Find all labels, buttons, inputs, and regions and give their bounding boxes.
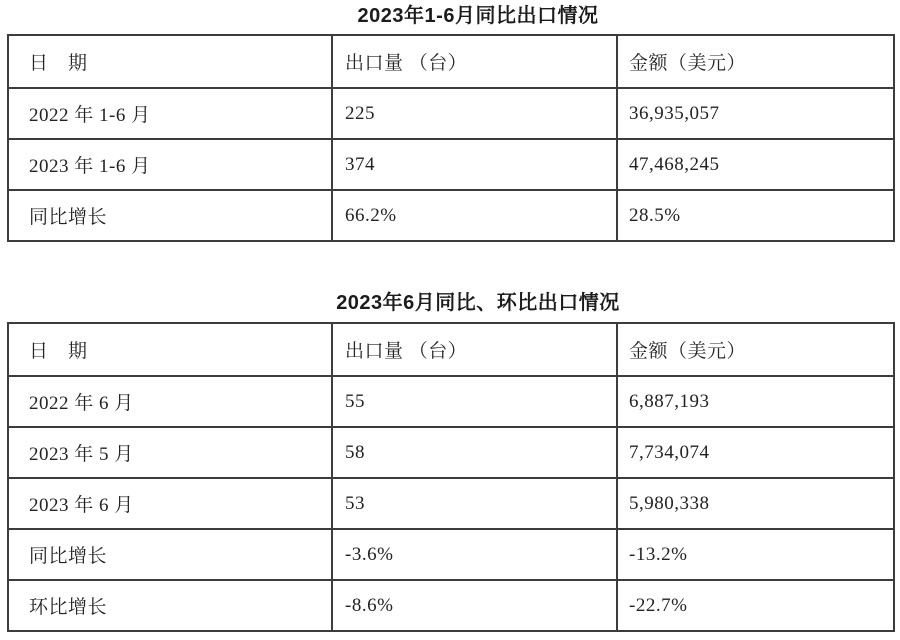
column-header: 出口量 （台） bbox=[332, 323, 617, 376]
table-row bbox=[8, 139, 894, 190]
table-row bbox=[8, 190, 894, 241]
table-cell: 36,935,057 bbox=[617, 88, 894, 139]
column-header: 日 期 bbox=[8, 35, 332, 88]
column-header: 金额（美元） bbox=[617, 35, 894, 88]
column-header: 日 期 bbox=[8, 323, 332, 376]
table-cell: 7,734,074 bbox=[617, 427, 894, 478]
column-header: 金额（美元） bbox=[617, 323, 894, 376]
table-cell: 53 bbox=[332, 478, 617, 529]
table-row bbox=[8, 376, 894, 427]
table-row bbox=[8, 580, 894, 631]
table-cell: -8.6% bbox=[332, 580, 617, 631]
table-cell: 2023 年 1-6 月 bbox=[8, 139, 332, 190]
table-cell: 66.2% bbox=[332, 190, 617, 241]
table-cell: 环比增长 bbox=[8, 580, 332, 631]
table-cell: 55 bbox=[332, 376, 617, 427]
monthly-export-table bbox=[7, 322, 895, 632]
table-cell: 2023 年 6 月 bbox=[8, 478, 332, 529]
table-cell: 58 bbox=[332, 427, 617, 478]
column-header: 出口量 （台） bbox=[332, 35, 617, 88]
table-cell: 同比增长 bbox=[8, 529, 332, 580]
header-row bbox=[8, 323, 894, 376]
table-cell: 2022 年 6 月 bbox=[8, 376, 332, 427]
monthly-export-section bbox=[0, 292, 900, 632]
table-cell: 225 bbox=[332, 88, 617, 139]
monthly-table-title: 2023年6月同比、环比出口情况 bbox=[336, 292, 620, 314]
yearly-export-section bbox=[0, 5, 900, 242]
table-row bbox=[8, 478, 894, 529]
table-cell: 28.5% bbox=[617, 190, 894, 241]
table-row bbox=[8, 529, 894, 580]
table-cell: 2023 年 5 月 bbox=[8, 427, 332, 478]
yearly-table-title: 2023年1-6月同比出口情况 bbox=[357, 5, 599, 27]
table-cell: 374 bbox=[332, 139, 617, 190]
document-page bbox=[0, 5, 900, 632]
table-cell: -22.7% bbox=[617, 580, 894, 631]
table-row bbox=[8, 88, 894, 139]
table-cell: 同比增长 bbox=[8, 190, 332, 241]
table-cell: -3.6% bbox=[332, 529, 617, 580]
yearly-export-table bbox=[7, 34, 895, 242]
table-cell: 47,468,245 bbox=[617, 139, 894, 190]
table-cell: 5,980,338 bbox=[617, 478, 894, 529]
table-cell: 6,887,193 bbox=[617, 376, 894, 427]
header-row bbox=[8, 35, 894, 88]
table-row bbox=[8, 427, 894, 478]
table-cell: 2022 年 1-6 月 bbox=[8, 88, 332, 139]
table-cell: -13.2% bbox=[617, 529, 894, 580]
